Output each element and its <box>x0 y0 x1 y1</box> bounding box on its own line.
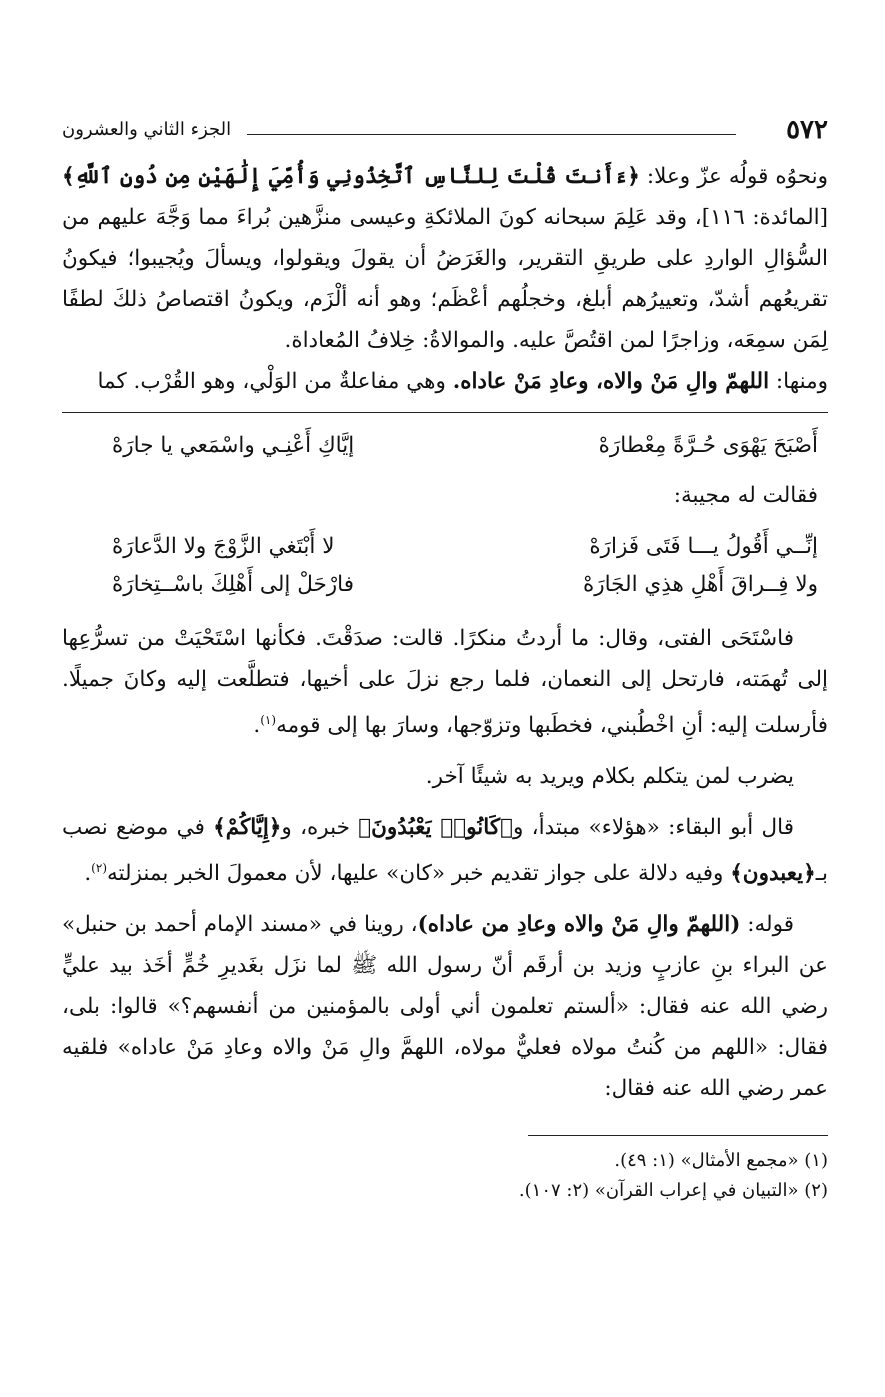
verse-first-hemistich: إنِّــي أَقُولُ يـــا فَتَى فَزارَهْ <box>589 534 818 559</box>
hadith-text: اللهمّ والِ مَنْ والاه، وعادِ مَنْ عاداه. <box>452 369 770 394</box>
footnote: (٢) «التبيان في إعراب القرآن» (٢: ١٠٧). <box>518 1180 828 1202</box>
story-text: فاسْتَحَى الفتى، وقال: ما أردتُ منكرًا. قالت: صدَقْتَ. فكأنها اسْتَحْيَتْ من تسرُّعِها إلى تُهمَته، فارتحل إلى النعمان، فلما رجع نزلَ على أخيها، فتطلَّعت إليه وكانَ جميلًا. فأرسلت إليه: أنِ اخْطُبني، فخطَبها وتزوّجها، وسارَ بها إلى قومه <box>62 626 828 739</box>
page-header <box>62 112 828 148</box>
verse-second-hemistich: لا أَبْتَغي الزَّوْجَ ولا الدَّعارَهْ <box>112 534 335 559</box>
verse-second-hemistich: إيَّاكِ أَعْنِـي واسْمَعي يا جارَهْ <box>112 433 355 458</box>
paragraph-body: وهي مفاعلةٌ من الوَلْي، وهو القُرْب. كما <box>97 369 453 394</box>
grammar-text: في موضع نصب بـ <box>62 815 828 887</box>
verse-second-hemistich: فارْحَلْ إلى أَهْلِكَ باسْــتِخارَهْ <box>112 572 354 597</box>
grammar-end: . <box>84 861 92 887</box>
proverb-paragraph: يضرب لمن يتكلم بكلام ويريد به شيئًا آخر. <box>425 764 794 790</box>
paragraph-body: [المائدة: ١١٦]، وقد عَلِمَ سبحانه كونَ الملائكةِ وعيسى منزَّهين بُراءَ مما وَجَّهَ عليهم من السُّؤالِ الواردِ على طريقِ التقرير، والغَرَضُ أن يقولَ ويقولوا، ويسألَ ويُجيبوا؛ فيكونُ تقريعُهم أشدّ، وتعييرُهم أبلغ، وخجلُهم أعْظَم؛ وهو أنه ألْزَم، ويكونُ اقتصاصُ ذلكَ لطفًا لِمَن سمِعَه، وزاجرًا لمن اقتُصَّ عليه. والموالاةُ: خِلافُ المُعاداة. <box>62 205 828 353</box>
footnote-divider <box>528 1135 828 1136</box>
page-number: ٥٧٢ <box>786 115 828 145</box>
hadith-body: ، روينا في «مسند الإمام أحمد بن حنبل» عن البراء بنِ عازبٍ وزيد بن أرقَم أنّ رسول الله ﷺ لما نزَل بغَديرِ خُمٍّ أخَذ بيد عليٍّ رضي الله عنه فقال: «ألستم تعلمون أني أولى بالمؤمنين من أنفسهم؟» قالوا: بلى، فقال: «اللهم من كُنتُ مولاه فعليٌّ مولاه، اللهمَّ والِ مَنْ والاه وعادِ مَنْ عاداه» فلقيه عمر رضي الله عنه فقال: <box>62 912 828 1102</box>
poem-verse <box>62 566 828 604</box>
paragraph-quran-citation <box>62 156 828 361</box>
footnote-ref: (٢) <box>91 861 107 876</box>
quran-word: ﴿كَانُوا۟ يَعْبُدُونَ﴾ <box>358 815 513 841</box>
poem-verse <box>62 528 828 566</box>
poem-verse <box>62 427 828 465</box>
story-paragraph <box>62 618 828 746</box>
verse-first-hemistich: أَصْبَحَ يَهْوَى حُـرَّةً مِعْطارَهْ <box>598 433 818 458</box>
hadith-quote: (اللهمّ والِ مَنْ والاه وعادِ من عاداه) <box>417 912 741 938</box>
grammar-text: وفيه دلالة على جواز تقديم خبر «كان» عليها، لأن معمولَ الخبر بمنزلته <box>107 861 731 887</box>
paragraph-hadith-intro <box>62 361 828 402</box>
paragraph-intro: ومنها: <box>769 369 828 394</box>
header-rule <box>247 134 736 135</box>
quran-verse: ﴿ءَأَنتَ قُلْتَ لِلنَّاسِ ٱتَّخِذُونِي وَأُمِّيَ إِلَٰهَيْنِ مِن دُونِ ٱللَّهِ﴾ <box>62 164 640 189</box>
quran-word: ﴿يعبدون﴾ <box>730 861 816 887</box>
hadith-paragraph <box>62 904 828 1109</box>
footnote: (١) «مجمع الأمثال» (١: ٤٩). <box>614 1150 828 1172</box>
grammar-text: خبره، و <box>281 815 359 841</box>
story-end: . <box>253 713 261 739</box>
footnote-ref: (١) <box>260 713 277 727</box>
hadith-intro: قوله: <box>740 912 794 938</box>
main-text <box>62 156 828 402</box>
running-title: الجزء الثاني والعشرون <box>62 119 232 140</box>
grammar-text: قال أبو البقاء: «هؤلاء» مبتدأ، و <box>512 815 794 841</box>
poem-reply <box>62 528 828 604</box>
verse-first-hemistich: ولا فِــراقَ أَهْلِ هذِي الجَارَهْ <box>582 572 818 597</box>
paragraph-intro: ونحوُه قولُه عزّ وعلا: <box>639 164 829 189</box>
grammar-paragraph <box>62 807 828 894</box>
page <box>62 112 828 1206</box>
section-divider <box>62 412 828 413</box>
reply-intro: فقالت له مجيبة: <box>673 483 818 508</box>
quran-word: ﴿إِيَّاكُمْ﴾ <box>213 815 282 841</box>
footnotes <box>62 1146 828 1206</box>
